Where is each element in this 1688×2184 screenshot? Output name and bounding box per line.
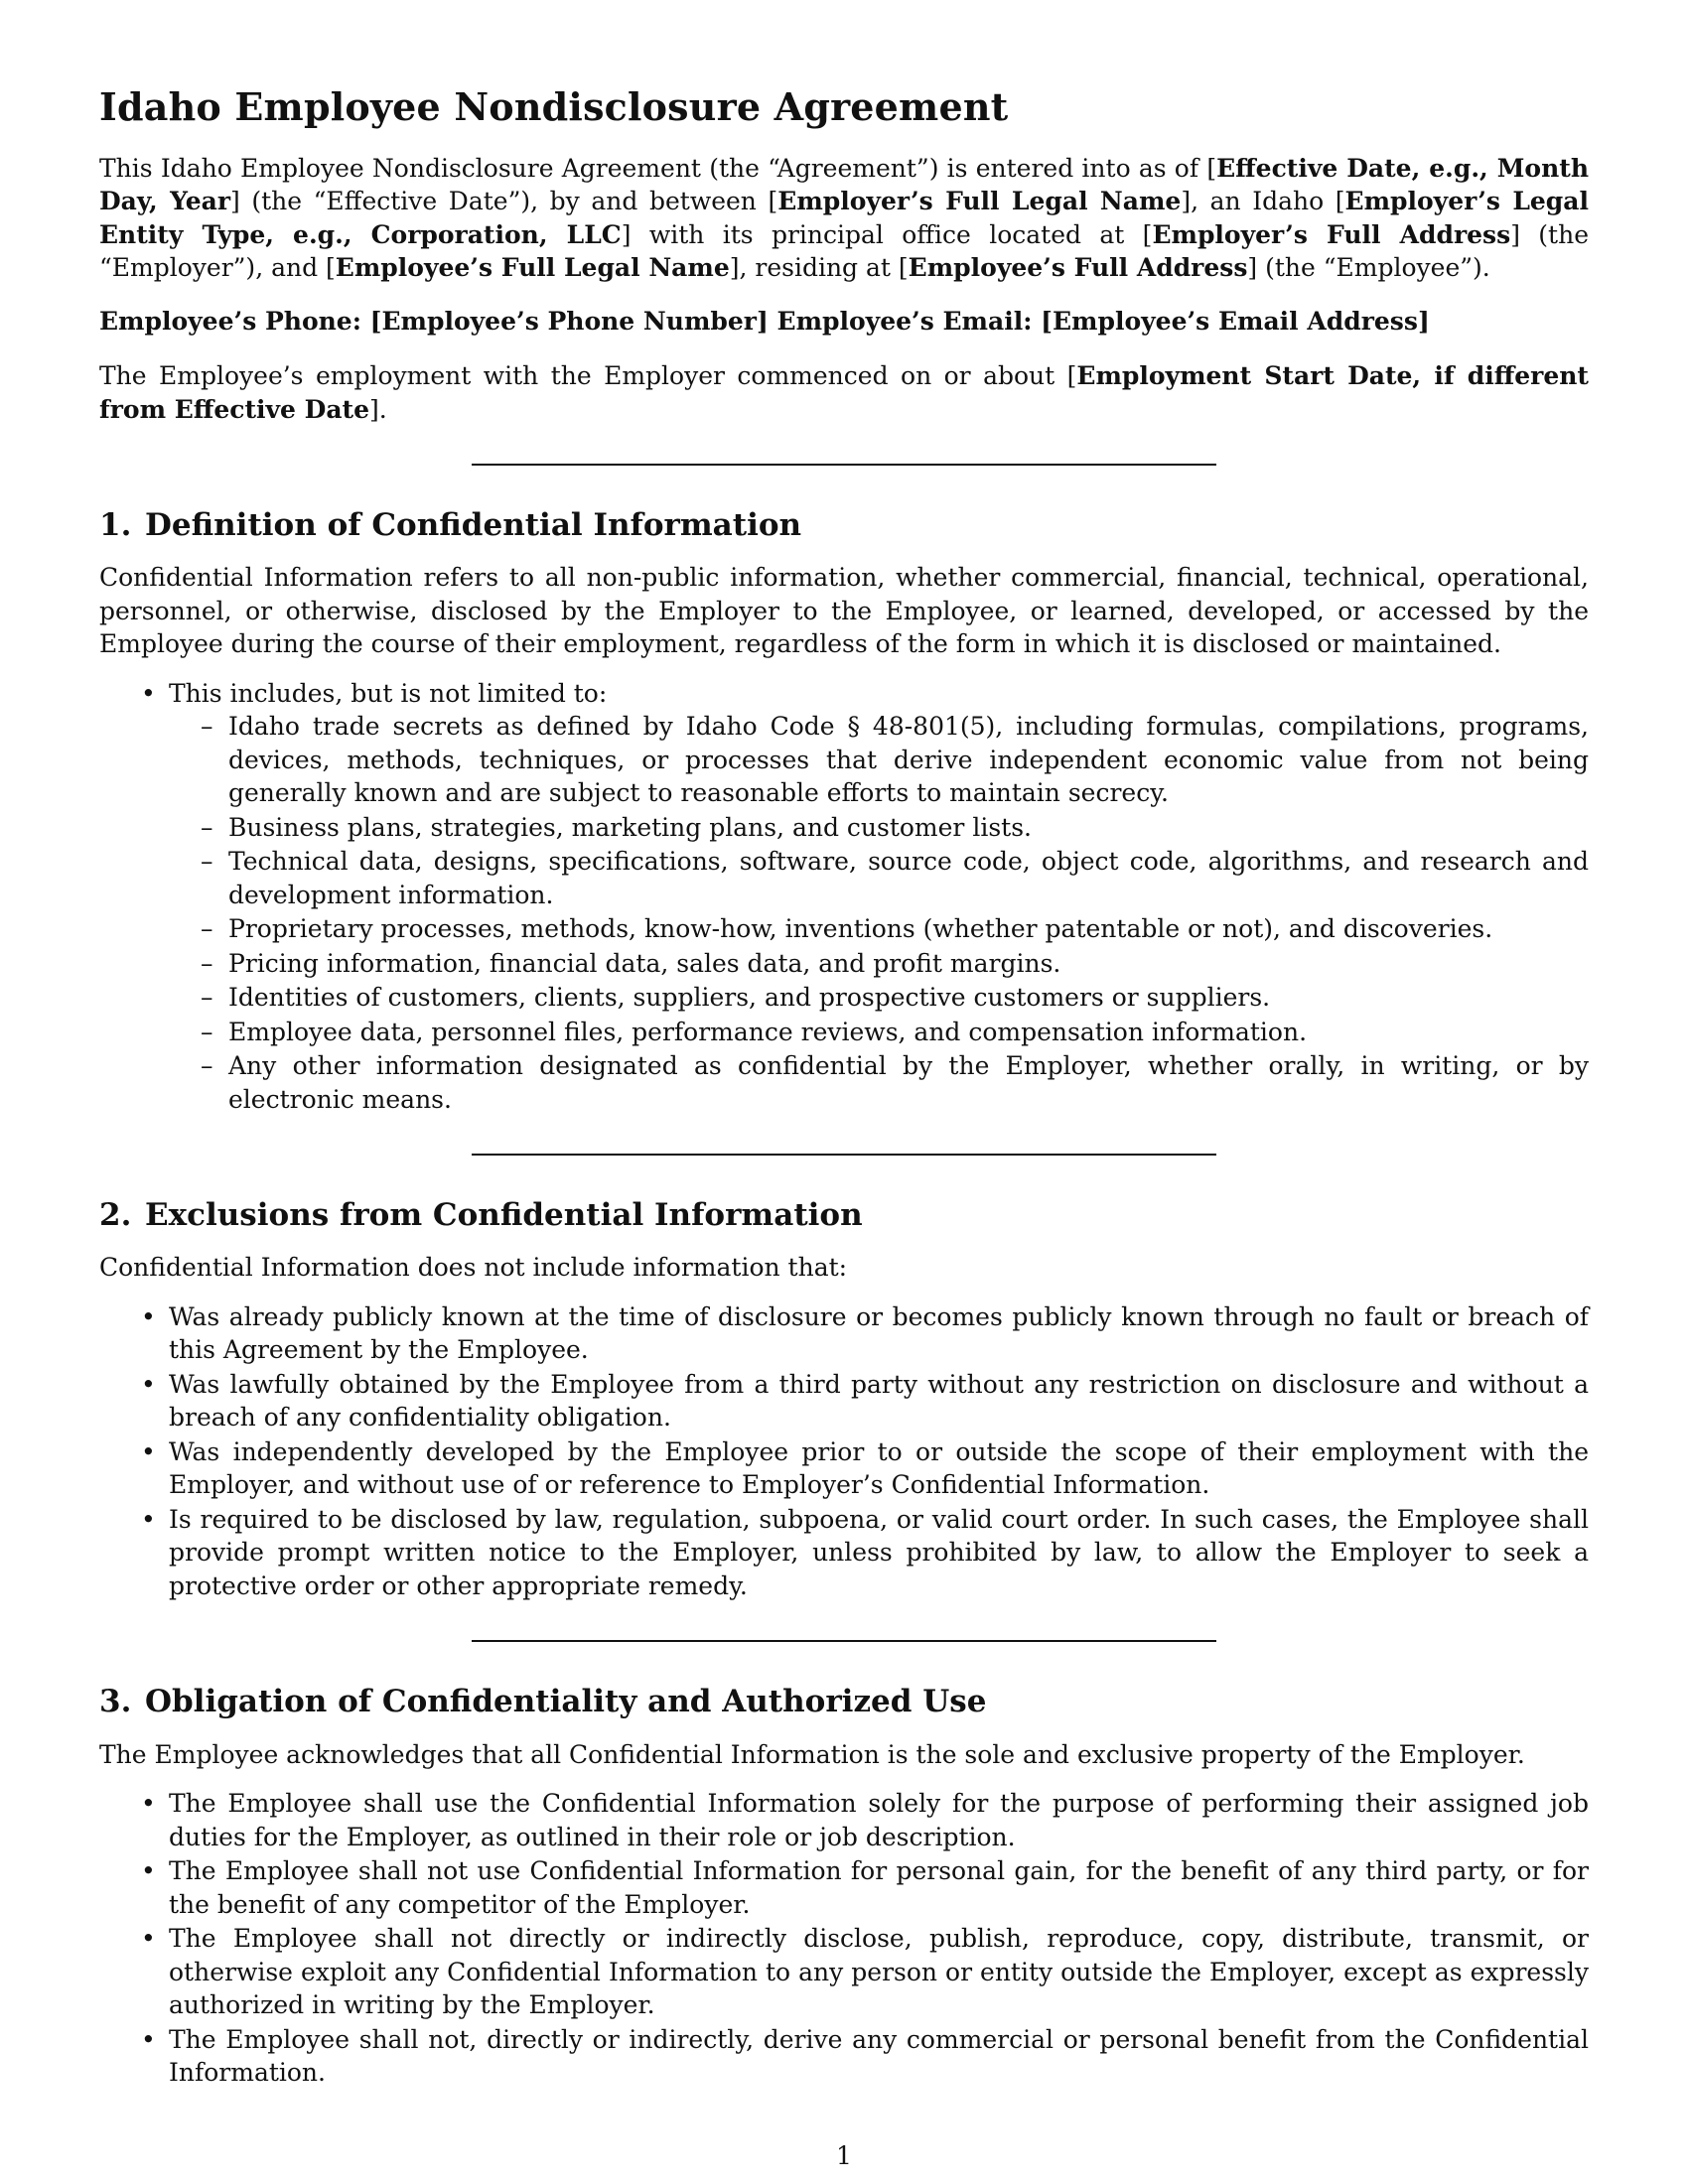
section-1-subitem-text: Identities of customers, clients, suppliers, and prospective customers or suppliers. bbox=[228, 983, 1271, 1013]
section-1-subitem bbox=[201, 811, 1589, 845]
section-3-item-text: The Employee shall not directly or indirectly disclose, publish, reproduce, copy, distribute, transmit, or otherwise exploit any Confidential Information to any person or entity outside the Employer, except as expressly authorized in writing by the Employer. bbox=[169, 1924, 1589, 2020]
commencement-text-1: The Employee’s employment with the Employer commenced on or about [ bbox=[99, 361, 1077, 391]
bullet-marker: • bbox=[141, 1301, 156, 1331]
dash-marker: – bbox=[201, 914, 213, 944]
section-1-subitem bbox=[201, 1049, 1589, 1116]
section-2-heading: Exclusions from Confidential Information bbox=[145, 1197, 863, 1234]
bullet-marker: • bbox=[141, 1856, 156, 1886]
section-1-intro: Confidential Information refers to all non-public information, whether commercial, financial, technical, operational, personnel, or otherwise, disclosed by the Employer to the Employee, or learned, developed, or accessed by the Employee during the course of their employment, regardless of the form in which it is disclosed or maintained. bbox=[99, 563, 1589, 659]
section-1-subitem-text: Proprietary processes, methods, know-how, inventions (whether patentable or not), and discoveries. bbox=[228, 914, 1493, 944]
bullet-marker: • bbox=[141, 678, 156, 708]
section-1-subitem-text: Employee data, personnel files, performance reviews, and compensation information. bbox=[228, 1017, 1308, 1046]
agreement-intro bbox=[99, 152, 1589, 285]
document-title: Idaho Employee Nondisclosure Agreement bbox=[99, 84, 1009, 129]
bullet-marker: • bbox=[141, 1369, 156, 1399]
section-2-item bbox=[141, 1435, 1589, 1502]
section-divider-wrapper bbox=[99, 464, 1589, 466]
bullet-marker: • bbox=[141, 1789, 156, 1819]
document-page bbox=[99, 84, 1589, 2184]
bullet-marker: • bbox=[141, 1436, 156, 1466]
section-3-title bbox=[99, 1684, 1589, 1720]
section-3-item bbox=[141, 1922, 1589, 2022]
section-2-item bbox=[141, 1300, 1589, 1367]
commencement-text-2: ]. bbox=[368, 394, 387, 424]
section-1-number: 1. bbox=[99, 507, 132, 544]
employee-name-placeholder: Employee’s Full Legal Name bbox=[335, 253, 730, 283]
section-divider bbox=[472, 464, 1216, 466]
section-3-item bbox=[141, 1787, 1589, 1853]
section-2-intro: Confidential Information does not include information that: bbox=[99, 1253, 848, 1283]
section-1-title bbox=[99, 507, 1589, 544]
section-1-sublist bbox=[169, 710, 1589, 1116]
section-3-heading: Obligation of Confidentiality and Authorized Use bbox=[145, 1684, 987, 1720]
dash-marker: – bbox=[201, 948, 213, 978]
section-1-bullet-text: This includes, but is not limited to: bbox=[169, 678, 608, 708]
section-2-item-text: Was independently developed by the Employee prior to or outside the scope of their employment with the Employer, and without use of or reference to Employer’s Confidential Information. bbox=[169, 1436, 1589, 1500]
section-2-number: 2. bbox=[99, 1197, 132, 1234]
section-2-item-text: Was lawfully obtained by the Employee from a third party without any restriction on disclosure and without a breach of any confidentiality obligation. bbox=[169, 1369, 1589, 1433]
section-2-item bbox=[141, 1368, 1589, 1434]
section-3-item-text: The Employee shall not, directly or indirectly, derive any commercial or personal benefit from the Confidential Information. bbox=[169, 2024, 1589, 2088]
section-1-subitem bbox=[201, 947, 1589, 981]
employer-address-placeholder: Employer’s Full Address bbox=[1152, 219, 1511, 249]
section-1-subitem-text: Any other information designated as confidential by the Employer, whether orally, in writing, or by electronic means. bbox=[228, 1051, 1589, 1114]
section-2-title bbox=[99, 1197, 1589, 1234]
page-number: 1 bbox=[836, 2141, 852, 2170]
section-3-list bbox=[99, 1787, 1589, 2090]
section-1-subitem-text: Pricing information, financial data, sales data, and profit margins. bbox=[228, 948, 1061, 978]
employer-name-placeholder: Employer’s Full Legal Name bbox=[777, 187, 1182, 216]
intro-text-4: ] with its principal office located at [ bbox=[621, 219, 1153, 249]
section-divider bbox=[472, 1154, 1216, 1156]
employment-commencement-paragraph bbox=[99, 359, 1589, 426]
section-divider bbox=[472, 1640, 1216, 1642]
intro-text-7: ] (the “Employee”). bbox=[1247, 253, 1490, 283]
section-3-item bbox=[141, 2023, 1589, 2090]
section-3-number: 3. bbox=[99, 1684, 132, 1720]
section-1-subitem-text: Business plans, strategies, marketing plans, and customer lists. bbox=[228, 812, 1032, 842]
email-placeholder: [Employee’s Email Address] bbox=[1041, 306, 1430, 336]
section-3-item-text: The Employee shall not use Confidential Information for personal gain, for the benefit of any third party, or for the benefit of any competitor of the Employer. bbox=[169, 1856, 1589, 1919]
dash-marker: – bbox=[201, 1017, 213, 1046]
intro-text-1: This Idaho Employee Nondisclosure Agreement (the “Agreement”) is entered into as of [ bbox=[99, 153, 1217, 183]
dash-marker: – bbox=[201, 847, 213, 877]
bullet-marker: • bbox=[141, 2024, 156, 2054]
section-3-item-text: The Employee shall use the Confidential Information solely for the purpose of performing their assigned job duties for the Employer, as outlined in their role or job description. bbox=[169, 1789, 1589, 1851]
intro-text-3: ], an Idaho [ bbox=[1181, 187, 1345, 216]
section-divider-wrapper bbox=[99, 1640, 1589, 1642]
dash-marker: – bbox=[201, 712, 213, 742]
section-3-item bbox=[141, 1854, 1589, 1921]
section-1-bullet-item bbox=[141, 677, 1589, 1117]
section-1-subitem-text: Idaho trade secrets as defined by Idaho Code § 48-801(5), including formulas, compilations, programs, devices, methods, techniques, or processes that derive independent economic value from not being generally known and are subject to reasonable efforts to maintain secrecy. bbox=[228, 712, 1589, 808]
section-1-list bbox=[99, 677, 1589, 1117]
section-1-subitem-text: Technical data, designs, specifications, software, source code, object code, algorithms, and research and development information. bbox=[228, 847, 1589, 909]
dash-marker: – bbox=[201, 1051, 213, 1081]
employment-start-date-placeholder: Employment Start Date, if different from Effective Date bbox=[99, 361, 1589, 424]
phone-label: Employee’s Phone: bbox=[99, 306, 361, 336]
section-1-subitem bbox=[201, 845, 1589, 911]
section-1-subitem bbox=[201, 981, 1589, 1015]
section-2-item bbox=[141, 1503, 1589, 1603]
section-2-item-text: Was already publicly known at the time of disclosure or becomes publicly known through no fault or breach of this Agreement by the Employee. bbox=[169, 1301, 1589, 1365]
bullet-marker: • bbox=[141, 1504, 156, 1534]
dash-marker: – bbox=[201, 983, 213, 1013]
employee-address-placeholder: Employee’s Full Address bbox=[908, 253, 1248, 283]
intro-text-6: ], residing at [ bbox=[729, 253, 909, 283]
employee-contact-line bbox=[99, 305, 1589, 339]
section-2-item-text: Is required to be disclosed by law, regulation, subpoena, or valid court order. In such cases, the Employee shall provide prompt written notice to the Employer, unless prohibited by law, to allow the Employer to seek a protective order or other appropriate remedy. bbox=[169, 1504, 1589, 1600]
section-1-heading: Definition of Confidential Information bbox=[145, 507, 802, 544]
intro-text-5: ] (the “Employer”), and [ bbox=[99, 219, 1589, 283]
intro-text-2: ] (the “Effective Date”), by and between [ bbox=[230, 187, 778, 216]
section-1-subitem bbox=[201, 1016, 1589, 1049]
phone-placeholder: [Employee’s Phone Number] bbox=[369, 306, 769, 336]
dash-marker: – bbox=[201, 812, 213, 842]
email-label: Employee’s Email: bbox=[776, 306, 1033, 336]
bullet-marker: • bbox=[141, 1924, 156, 1954]
effective-date-placeholder: Effective Date, e.g., Month Day, Year bbox=[99, 153, 1589, 216]
employer-entity-type-placeholder: Employer’s Legal Entity Type, e.g., Corporation, LLC bbox=[99, 187, 1589, 249]
section-divider-wrapper bbox=[99, 1154, 1589, 1156]
section-1-subitem bbox=[201, 912, 1589, 946]
section-2-list bbox=[99, 1300, 1589, 1603]
section-3-intro: The Employee acknowledges that all Confidential Information is the sole and exclusive property of the Employer. bbox=[99, 1739, 1525, 1769]
section-1-subitem bbox=[201, 710, 1589, 810]
